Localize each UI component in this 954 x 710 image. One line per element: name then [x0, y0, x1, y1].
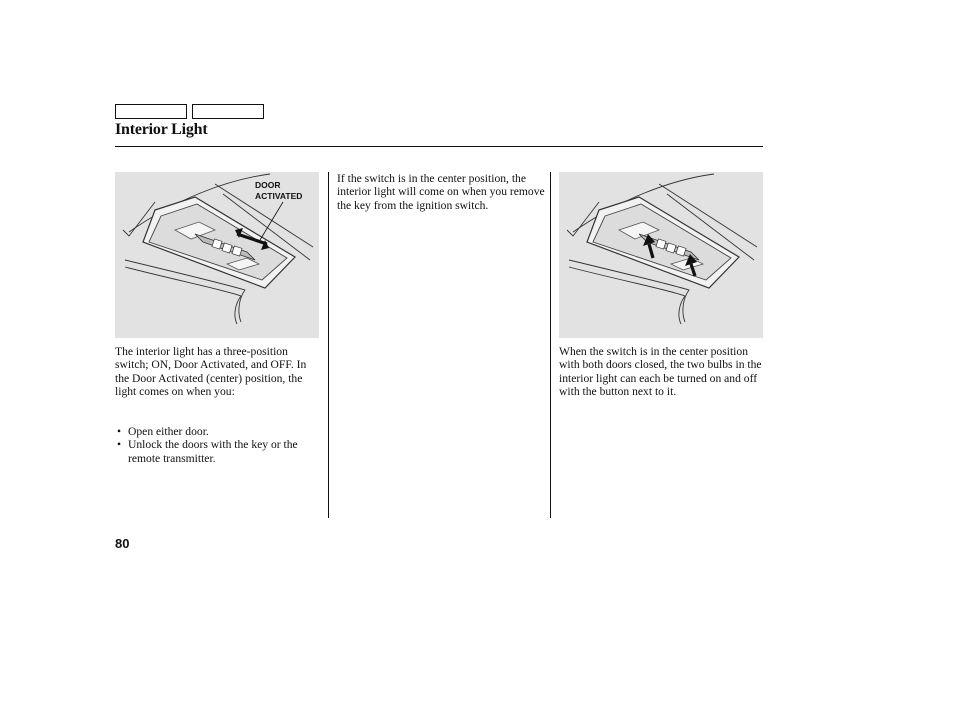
interior-light-bulbs-illustration [559, 172, 763, 338]
label-line-activated: ACTIVATED [255, 190, 303, 201]
page-title: Interior Light [115, 121, 208, 138]
bullet-icon: • [117, 438, 122, 452]
column-divider-1 [328, 172, 329, 518]
left-column-paragraph: The interior light has a three-position switch; ON, Door Activated, and OFF. In the Door Activated (center) position, the light comes on when you: [115, 345, 307, 399]
label-line-door: DOOR [255, 180, 281, 190]
list-item-text: Open either door. [128, 425, 209, 438]
overhead-console-drawing-right [559, 172, 763, 338]
door-activated-label [255, 180, 302, 201]
right-column-paragraph: When the switch is in the center position with both doors closed, the two bulbs in the interior light can each be turned on and off with the button next to it. [559, 345, 762, 399]
column-divider-2 [550, 172, 551, 518]
header-tab-box-2 [192, 104, 264, 119]
interior-light-switch-illustration [115, 172, 319, 338]
title-rule [115, 146, 763, 147]
trigger-conditions-list [117, 425, 323, 465]
middle-column-paragraph: If the switch is in the center position, the interior light will come on when you remove the key from the ignition switch. [337, 172, 545, 212]
page-number: 80 [115, 536, 130, 551]
bullet-icon: • [117, 425, 122, 438]
list-item-text: Unlock the doors with the key or the remote transmitter. [128, 438, 298, 465]
header-tab-box-1 [115, 104, 187, 119]
list-item [117, 425, 323, 438]
list-item [117, 438, 323, 465]
